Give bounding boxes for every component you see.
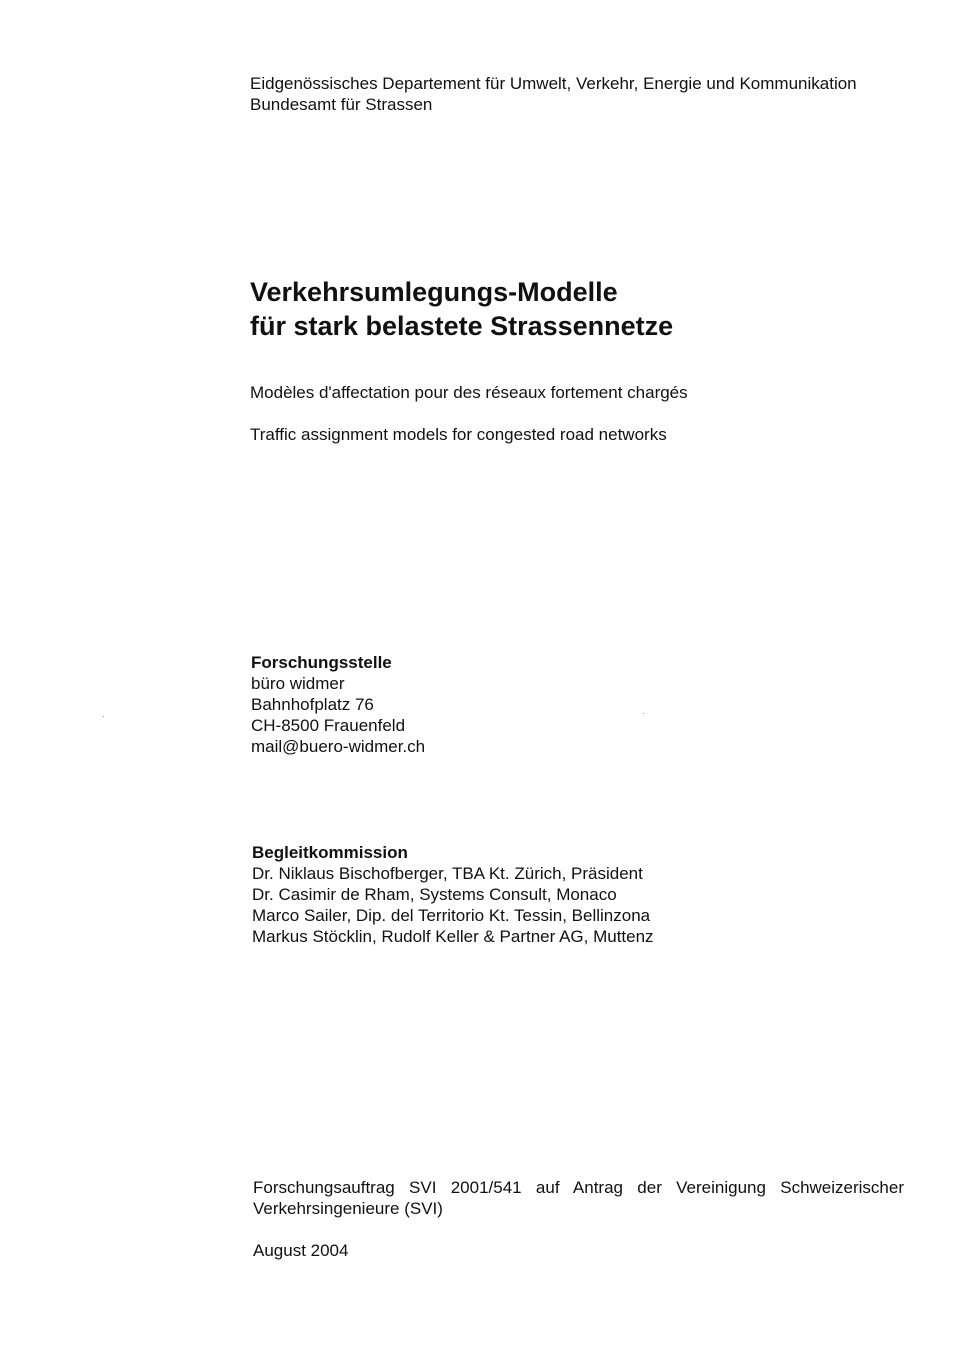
subtitle-english: Traffic assignment models for congested road networks [250, 425, 667, 444]
subtitle-french-block [250, 382, 688, 403]
commission-member: Markus Stöcklin, Rudolf Keller & Partner AG, Muttenz [252, 927, 654, 946]
department-name: Eidgenössisches Departement für Umwelt, Verkehr, Energie und Kommunikation [250, 74, 857, 93]
commission-member: Marco Sailer, Dip. del Territorio Kt. Tessin, Bellinzona [252, 906, 651, 925]
scan-speck [103, 716, 104, 717]
research-office-heading: Forschungsstelle [251, 653, 392, 672]
research-office-street: Bahnhofplatz 76 [251, 695, 374, 714]
footer-section [253, 1177, 904, 1261]
research-office-section [251, 652, 425, 757]
commission-heading: Begleitkommission [252, 843, 408, 862]
scan-speck [643, 713, 644, 714]
document-header [250, 73, 857, 115]
research-assignment: Forschungsauftrag SVI 2001/541 auf Antrag der Vereinigung Schweizerischer Verkehrsingenieure (SVI) [253, 1178, 904, 1218]
publication-date: August 2004 [253, 1241, 349, 1260]
commission-member: Dr. Casimir de Rham, Systems Consult, Monaco [252, 885, 617, 904]
commission-member: Dr. Niklaus Bischofberger, TBA Kt. Zürich, Präsident [252, 864, 643, 883]
research-office-city: CH-8500 Frauenfeld [251, 716, 406, 735]
research-office-name: büro widmer [251, 674, 345, 693]
subtitle-french: Modèles d'affectation pour des réseaux fortement chargés [250, 383, 688, 402]
subtitle-english-block [250, 424, 667, 445]
title-line-2: für stark belastete Strassennetze [250, 311, 674, 341]
document-title [250, 275, 673, 343]
office-name: Bundesamt für Strassen [250, 95, 433, 114]
commission-section [252, 842, 654, 947]
research-office-email: mail@buero-widmer.ch [251, 737, 426, 756]
title-line-1: Verkehrsumlegungs-Modelle [250, 277, 618, 307]
